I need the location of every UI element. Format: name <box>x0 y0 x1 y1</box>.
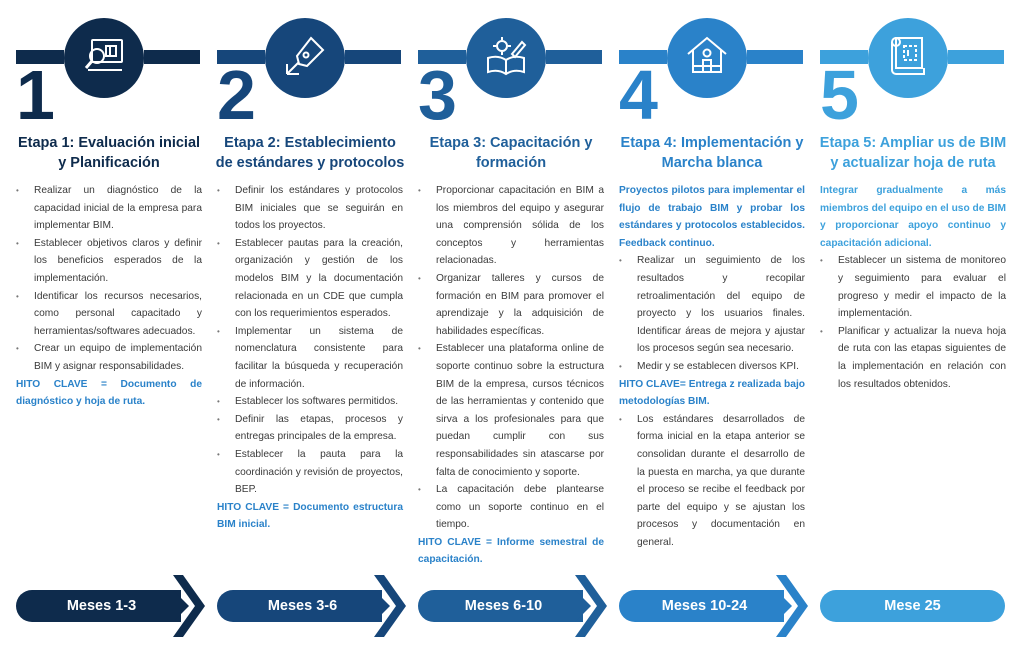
timeline-period: Mese 25 <box>820 590 1005 622</box>
key-milestone: HITO CLAVE = Informe semestral de capacitación. <box>418 536 604 566</box>
book-gear-icon <box>482 32 530 85</box>
stage-column <box>0 0 200 655</box>
bullet-item: • Identificar los recursos necesarios, como personal capacitado y herramientas/softwares adecuados. <box>16 288 202 341</box>
bullet-item: • Medir y se establecen diversos KPI. <box>619 358 805 376</box>
key-milestone: HITO CLAVE = Documento de diagnóstico y hoja de ruta. <box>16 378 202 408</box>
stage-column <box>402 0 602 655</box>
stage-body <box>619 182 805 551</box>
bullet-item: • Definir los estándares y protocolos BIM iniciales que se seguirán en todos los proyectos. <box>217 182 403 235</box>
stage-number: 3 <box>418 56 457 134</box>
magnifier-blueprint-icon <box>80 32 128 85</box>
stage-intro: Integrar gradualmente a más miembros del equipo en el uso de BIM y proporcionar apoyo continuo y capacitación adicional. <box>820 185 1006 249</box>
stage-column <box>603 0 803 655</box>
stage-body <box>418 182 604 569</box>
bullet-item: • Establecer un sistema de monitoreo y seguimiento para evaluar el progreso y medir el impacto de la implementación. <box>820 252 1006 322</box>
stage-icon-circle <box>64 18 144 98</box>
stage-column <box>804 0 1007 655</box>
stage-number: 2 <box>217 56 256 134</box>
header-line <box>948 50 1004 64</box>
bullet-item: • Crear un equipo de implementación BIM y asignar responsabilidades. <box>16 340 202 375</box>
stage-title: Etapa 3: Capacitación y formación <box>429 135 593 171</box>
bullet-item: • Definir las etapas, procesos y entregas principales de la empresa. <box>217 411 403 446</box>
stage-icon-circle <box>667 18 747 98</box>
header-line <box>747 50 803 64</box>
stage-title: Etapa 1: Evaluación inicial y Planificación <box>17 135 201 171</box>
stage-number: 5 <box>820 56 859 134</box>
header-line <box>546 50 602 64</box>
stage-icon-circle <box>265 18 345 98</box>
stage-title: Etapa 2: Establecimiento de estándares y protocolos <box>215 135 405 171</box>
stage-icon-circle <box>466 18 546 98</box>
blueprint-roll-icon <box>884 32 932 85</box>
stage-title: Etapa 4: Implementación y Marcha blanca <box>620 135 804 171</box>
timeline-period: Meses 6-10 <box>418 590 583 622</box>
stage-body <box>16 182 202 411</box>
stage-intro: Proyectos pilotos para implementar el flujo de trabajo BIM y probar los estándares y protocolos establecidos. Feedback continuo. <box>619 185 805 249</box>
stage-column <box>201 0 405 655</box>
key-milestone: HITO CLAVE = Documento estructura BIM inicial. <box>217 501 403 531</box>
bullet-item: • Implementar un sistema de nomenclatura consistente para facilitar la búsqueda y recuperación de información. <box>217 323 403 393</box>
stage-body <box>820 182 1006 393</box>
bullet-item: • Planificar y actualizar la nueva hoja de ruta con las etapas siguientes de la implementación en relación con los resultados obtenidos. <box>820 323 1006 393</box>
bullet-item: • La capacitación debe plantearse como un soporte continuo en el tiempo. <box>418 481 604 534</box>
bullet-item: • Realizar un diagnóstico de la capacidad inicial de la empresa para implementar BIM. <box>16 182 202 235</box>
timeline-period: Meses 3-6 <box>217 590 382 622</box>
header-line <box>345 50 401 64</box>
timeline-period: Meses 1-3 <box>16 590 181 622</box>
house-gear-icon <box>683 32 731 85</box>
pen-nib-icon <box>281 32 329 85</box>
bullet-item: • Organizar talleres y cursos de formación en BIM para promover el aprendizaje y la adquisición de habilidades específicas. <box>418 270 604 340</box>
bullet-item: • Establecer pautas para la creación, organización y gestión de los modelos BIM y la documentación relacionada en un CDE que cumpla con los requerimientos esperados. <box>217 235 403 323</box>
bullet-item: • Establecer una plataforma online de soporte continuo sobre la estructura BIM de la empresa, cursos técnicos de las herramientas y contenido que sirva a los profesionales para que puedan cumplir con sus responsabilidades sin atascarse por falta de conocimiento y soporte. <box>418 340 604 481</box>
stage-number: 4 <box>619 56 658 134</box>
stage-title: Etapa 5: Ampliar us de BIM y actualizar hoja de ruta <box>819 135 1007 171</box>
stage-icon-circle <box>868 18 948 98</box>
bullet-item: • Establecer la pauta para la coordinación y revisión de proyectos, BEP. <box>217 446 403 499</box>
bullet-item: • Proporcionar capacitación en BIM a los miembros del equipo y asegurar una comprensión sólida de los conceptos y herramientas relacionadas. <box>418 182 604 270</box>
bullet-item: • Establecer objetivos claros y definir los beneficios esperados de la implementación. <box>16 235 202 288</box>
stage-body <box>217 182 403 534</box>
stage-number: 1 <box>16 56 55 134</box>
bullet-item: • Los estándares desarrollados de forma inicial en la etapa anterior se consolidan durante el desarrollo de la puesta en marcha, ya que durante el proceso se recibe el feedback por parte del equipo y se ajustan los procesos y documentación en general. <box>619 411 805 552</box>
bullet-item: • Establecer los softwares permitidos. <box>217 393 403 411</box>
bullet-item: • Realizar un seguimiento de los resultados y recopilar retroalimentación del equipo de proyecto y los usuarios finales. Identificar áreas de mejora y ajustar los procesos según sea necesario. <box>619 252 805 358</box>
key-milestone: HITO CLAVE= Entrega z realizada bajo metodologías BIM. <box>619 378 805 408</box>
timeline-period: Meses 10-24 <box>619 590 784 622</box>
header-line <box>144 50 200 64</box>
